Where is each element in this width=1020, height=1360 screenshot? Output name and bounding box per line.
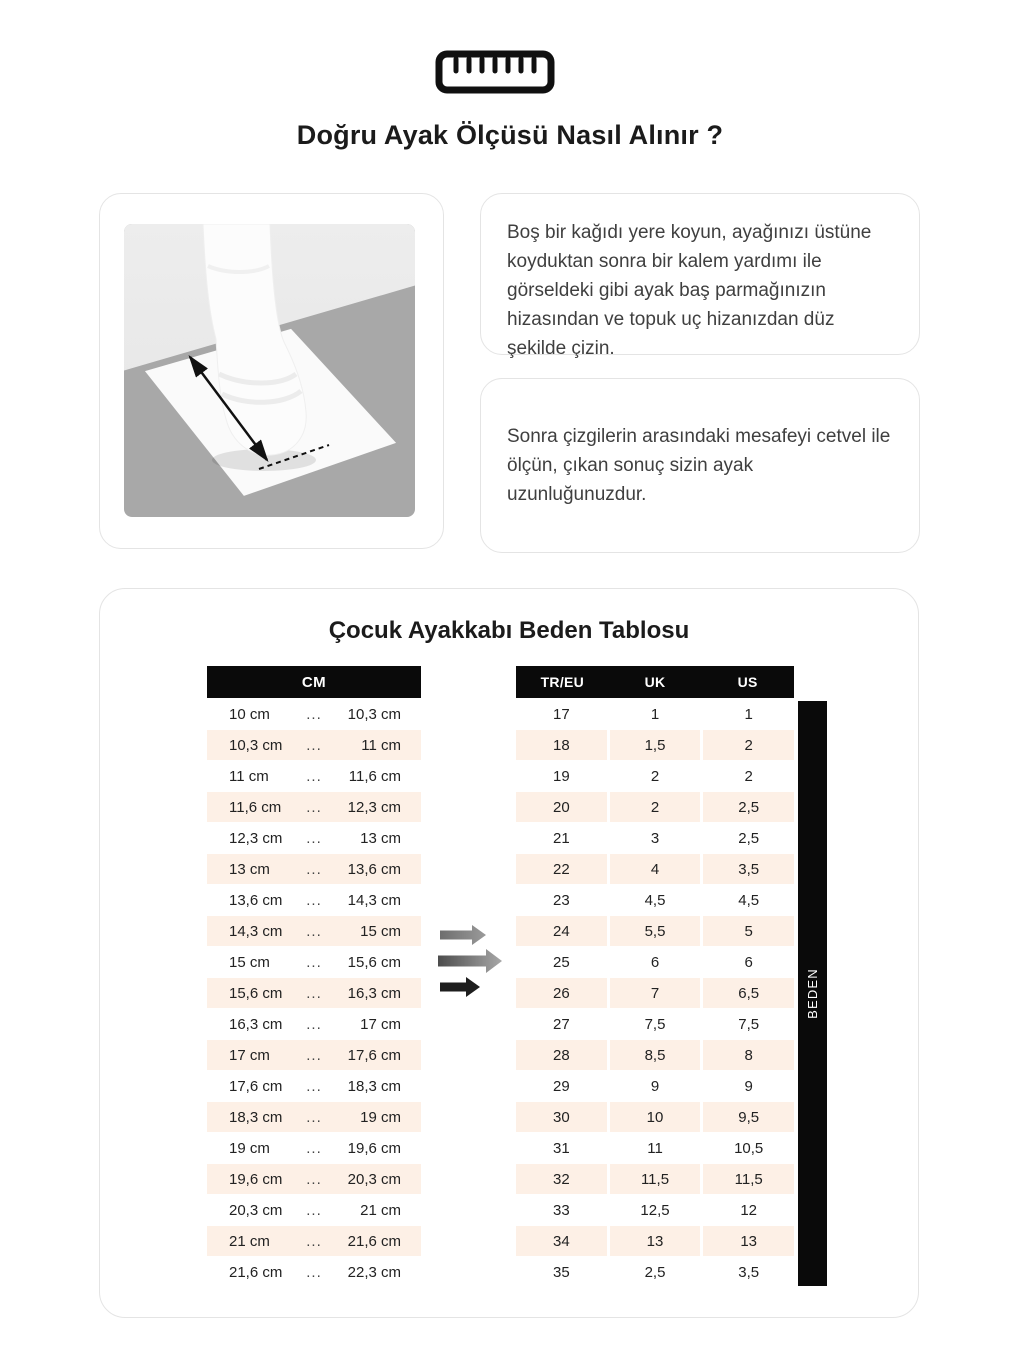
cm-min-value: 20,3 cm	[229, 1201, 283, 1219]
cm-table-header: CM	[207, 666, 421, 698]
size-treu-value: 34	[516, 1226, 607, 1256]
size-treu-value: 19	[516, 761, 607, 791]
cm-table-row	[207, 854, 421, 884]
size-treu-value: 23	[516, 885, 607, 915]
cm-max-value: 10,3 cm	[347, 705, 401, 723]
cm-min-value: 19 cm	[229, 1139, 270, 1157]
beden-side-bar	[798, 701, 827, 1286]
cm-min-value: 21,6 cm	[229, 1263, 283, 1281]
cm-table-row	[207, 1009, 421, 1039]
size-table-row	[516, 1133, 794, 1163]
size-treu-value: 26	[516, 978, 607, 1008]
cm-table-row	[207, 792, 421, 822]
measurement-photo-card	[99, 193, 444, 549]
size-us-value: 6	[703, 947, 794, 977]
size-uk-value: 13	[610, 1226, 701, 1256]
cm-min-value: 13,6 cm	[229, 891, 283, 909]
cm-max-value: 14,3 cm	[347, 891, 401, 909]
cm-max-value: 21 cm	[360, 1201, 401, 1219]
cm-max-value: 19 cm	[360, 1108, 401, 1126]
cm-range-dots: ...	[306, 860, 322, 878]
cm-range-table	[207, 666, 421, 1288]
cm-range-dots: ...	[306, 891, 322, 909]
cm-range-dots: ...	[306, 829, 322, 847]
size-us-value: 3,5	[703, 854, 794, 884]
size-table-row	[516, 916, 794, 946]
size-us-value: 1	[703, 699, 794, 729]
cm-max-value: 18,3 cm	[347, 1077, 401, 1095]
size-uk-value: 11,5	[610, 1164, 701, 1194]
cm-min-value: 17 cm	[229, 1046, 270, 1064]
size-treu-value: 32	[516, 1164, 607, 1194]
cm-min-value: 11 cm	[229, 767, 269, 785]
cm-table-row	[207, 730, 421, 760]
cm-range-dots: ...	[306, 1232, 322, 1250]
cm-range-dots: ...	[306, 922, 322, 940]
cm-max-value: 21,6 cm	[347, 1232, 401, 1250]
size-us-value: 2	[703, 730, 794, 760]
cm-max-value: 11 cm	[361, 736, 401, 754]
size-uk-value: 2	[610, 761, 701, 791]
size-treu-value: 24	[516, 916, 607, 946]
cm-table-row	[207, 885, 421, 915]
size-treu-value: 18	[516, 730, 607, 760]
cm-min-value: 12,3 cm	[229, 829, 283, 847]
size-uk-value: 12,5	[610, 1195, 701, 1225]
size-uk-value: 5,5	[610, 916, 701, 946]
size-uk-value: 10	[610, 1102, 701, 1132]
size-uk-value: 7	[610, 978, 701, 1008]
cm-min-value: 10,3 cm	[229, 736, 283, 754]
cm-range-dots: ...	[306, 984, 322, 1002]
size-treu-value: 33	[516, 1195, 607, 1225]
size-uk-value: 4,5	[610, 885, 701, 915]
size-chart-title: Çocuk Ayakkabı Beden Tablosu	[328, 617, 690, 644]
cm-max-value: 15,6 cm	[347, 953, 401, 971]
cm-table-row	[207, 1195, 421, 1225]
cm-table-body	[207, 699, 421, 1287]
cm-table-row	[207, 1071, 421, 1101]
transfer-arrows-icon	[434, 919, 506, 1003]
size-treu-value: 21	[516, 823, 607, 853]
size-table-header-treu: TR/EU	[540, 674, 585, 690]
size-table-row	[516, 978, 794, 1008]
cm-min-value: 10 cm	[229, 705, 270, 723]
cm-range-dots: ...	[306, 1139, 322, 1157]
size-us-value: 11,5	[703, 1164, 794, 1194]
cm-max-value: 13,6 cm	[347, 860, 401, 878]
cm-range-dots: ...	[306, 705, 322, 723]
cm-table-row	[207, 1226, 421, 1256]
size-table-row	[516, 761, 794, 791]
size-treu-value: 20	[516, 792, 607, 822]
cm-range-dots: ...	[306, 953, 322, 971]
cm-range-dots: ...	[306, 1108, 322, 1126]
size-table-row	[516, 699, 794, 729]
cm-max-value: 13 cm	[360, 829, 401, 847]
size-uk-value: 8,5	[610, 1040, 701, 1070]
cm-max-value: 15 cm	[360, 922, 401, 940]
size-treu-value: 35	[516, 1257, 607, 1287]
cm-range-dots: ...	[306, 1077, 322, 1095]
cm-table-row	[207, 916, 421, 946]
instruction-step2-text: Sonra çizgilerin arasındaki mesafeyi cetvel ile ölçün, çıkan sonuç sizin ayak uzunluğunuzdur.	[507, 426, 891, 505]
cm-table-row	[207, 1102, 421, 1132]
size-us-value: 12	[703, 1195, 794, 1225]
size-uk-value: 6	[610, 947, 701, 977]
cm-range-dots: ...	[306, 736, 322, 754]
cm-table-row	[207, 1257, 421, 1287]
size-us-value: 10,5	[703, 1133, 794, 1163]
size-treu-value: 29	[516, 1071, 607, 1101]
size-table-header-uk: UK	[644, 674, 666, 690]
page-title: Doğru Ayak Ölçüsü Nasıl Alınır ?	[296, 120, 724, 150]
size-table-row	[516, 823, 794, 853]
cm-range-dots: ...	[306, 1170, 322, 1188]
size-table-row	[516, 1257, 794, 1287]
cm-table-row	[207, 761, 421, 791]
size-treu-value: 30	[516, 1102, 607, 1132]
size-uk-value: 3	[610, 823, 701, 853]
size-table-row	[516, 885, 794, 915]
size-us-value: 5	[703, 916, 794, 946]
foot-and-arrows-illustration	[124, 224, 415, 517]
size-chart-card	[99, 588, 919, 1318]
cm-table-row	[207, 1040, 421, 1070]
cm-range-dots: ...	[306, 767, 322, 785]
size-table-body	[516, 699, 794, 1287]
beden-side-label: BEDEN	[805, 968, 821, 1019]
cm-max-value: 17,6 cm	[347, 1046, 401, 1064]
cm-range-dots: ...	[306, 798, 322, 816]
cm-max-value: 11,6 cm	[348, 767, 401, 785]
size-us-value: 6,5	[703, 978, 794, 1008]
size-us-value: 3,5	[703, 1257, 794, 1287]
cm-max-value: 20,3 cm	[347, 1170, 401, 1188]
size-us-value: 9	[703, 1071, 794, 1101]
size-table-row	[516, 947, 794, 977]
cm-min-value: 15 cm	[229, 953, 270, 971]
cm-min-value: 15,6 cm	[229, 984, 283, 1002]
size-uk-value: 1,5	[610, 730, 701, 760]
size-us-value: 13	[703, 1226, 794, 1256]
cm-max-value: 17 cm	[360, 1015, 401, 1033]
cm-min-value: 21 cm	[229, 1232, 270, 1250]
size-treu-value: 31	[516, 1133, 607, 1163]
cm-min-value: 11,6 cm	[229, 798, 282, 816]
cm-table-row	[207, 1133, 421, 1163]
cm-table-row	[207, 1164, 421, 1194]
cm-max-value: 16,3 cm	[347, 984, 401, 1002]
size-us-value: 4,5	[703, 885, 794, 915]
cm-min-value: 16,3 cm	[229, 1015, 283, 1033]
foot-measurement-photo	[124, 224, 415, 517]
cm-table-row	[207, 947, 421, 977]
cm-range-dots: ...	[306, 1263, 322, 1281]
size-uk-value: 1	[610, 699, 701, 729]
size-uk-value: 11	[610, 1133, 701, 1163]
cm-range-dots: ...	[306, 1201, 322, 1219]
size-table-row	[516, 1102, 794, 1132]
size-table-row	[516, 1071, 794, 1101]
size-table-row	[516, 1009, 794, 1039]
cm-table-row	[207, 978, 421, 1008]
ruler-icon	[435, 50, 555, 96]
size-us-value: 8	[703, 1040, 794, 1070]
size-table-row	[516, 730, 794, 760]
size-us-value: 9,5	[703, 1102, 794, 1132]
cm-max-value: 19,6 cm	[347, 1139, 401, 1157]
size-treu-value: 22	[516, 854, 607, 884]
instruction-card-step2	[480, 378, 920, 553]
cm-min-value: 19,6 cm	[229, 1170, 283, 1188]
size-treu-value: 28	[516, 1040, 607, 1070]
cm-min-value: 14,3 cm	[229, 922, 283, 940]
cm-max-value: 22,3 cm	[347, 1263, 401, 1281]
size-treu-value: 17	[516, 699, 607, 729]
size-table-header-row	[516, 666, 794, 698]
cm-min-value: 13 cm	[229, 860, 270, 878]
instruction-card-step1	[480, 193, 920, 359]
size-us-value: 2,5	[703, 792, 794, 822]
size-table-row	[516, 792, 794, 822]
size-uk-value: 9	[610, 1071, 701, 1101]
cm-range-dots: ...	[306, 1015, 322, 1033]
cm-table-row	[207, 823, 421, 853]
size-uk-value: 4	[610, 854, 701, 884]
size-us-value: 7,5	[703, 1009, 794, 1039]
size-table-row	[516, 1226, 794, 1256]
cm-min-value: 18,3 cm	[229, 1108, 283, 1126]
size-treu-value: 25	[516, 947, 607, 977]
size-table-row	[516, 1040, 794, 1070]
size-treu-value: 27	[516, 1009, 607, 1039]
cm-max-value: 12,3 cm	[347, 798, 401, 816]
size-uk-value: 2,5	[610, 1257, 701, 1287]
size-uk-value: 7,5	[610, 1009, 701, 1039]
size-table-row	[516, 854, 794, 884]
size-table-header-us: US	[737, 674, 758, 690]
size-uk-value: 2	[610, 792, 701, 822]
cm-min-value: 17,6 cm	[229, 1077, 283, 1095]
size-table-row	[516, 1164, 794, 1194]
size-us-value: 2,5	[703, 823, 794, 853]
cm-table-row	[207, 699, 421, 729]
cm-range-dots: ...	[306, 1046, 322, 1064]
instruction-step1-text: Boş bir kağıdı yere koyun, ayağınızı üstüne koyduktan sonra bir kalem yardımı ile görseldeki gibi ayak baş parmağınızın hizasından ve topuk uç hizanızdan düz şekilde çizin.	[507, 222, 872, 359]
size-table-row	[516, 1195, 794, 1225]
size-us-value: 2	[703, 761, 794, 791]
international-size-table	[516, 666, 794, 1288]
